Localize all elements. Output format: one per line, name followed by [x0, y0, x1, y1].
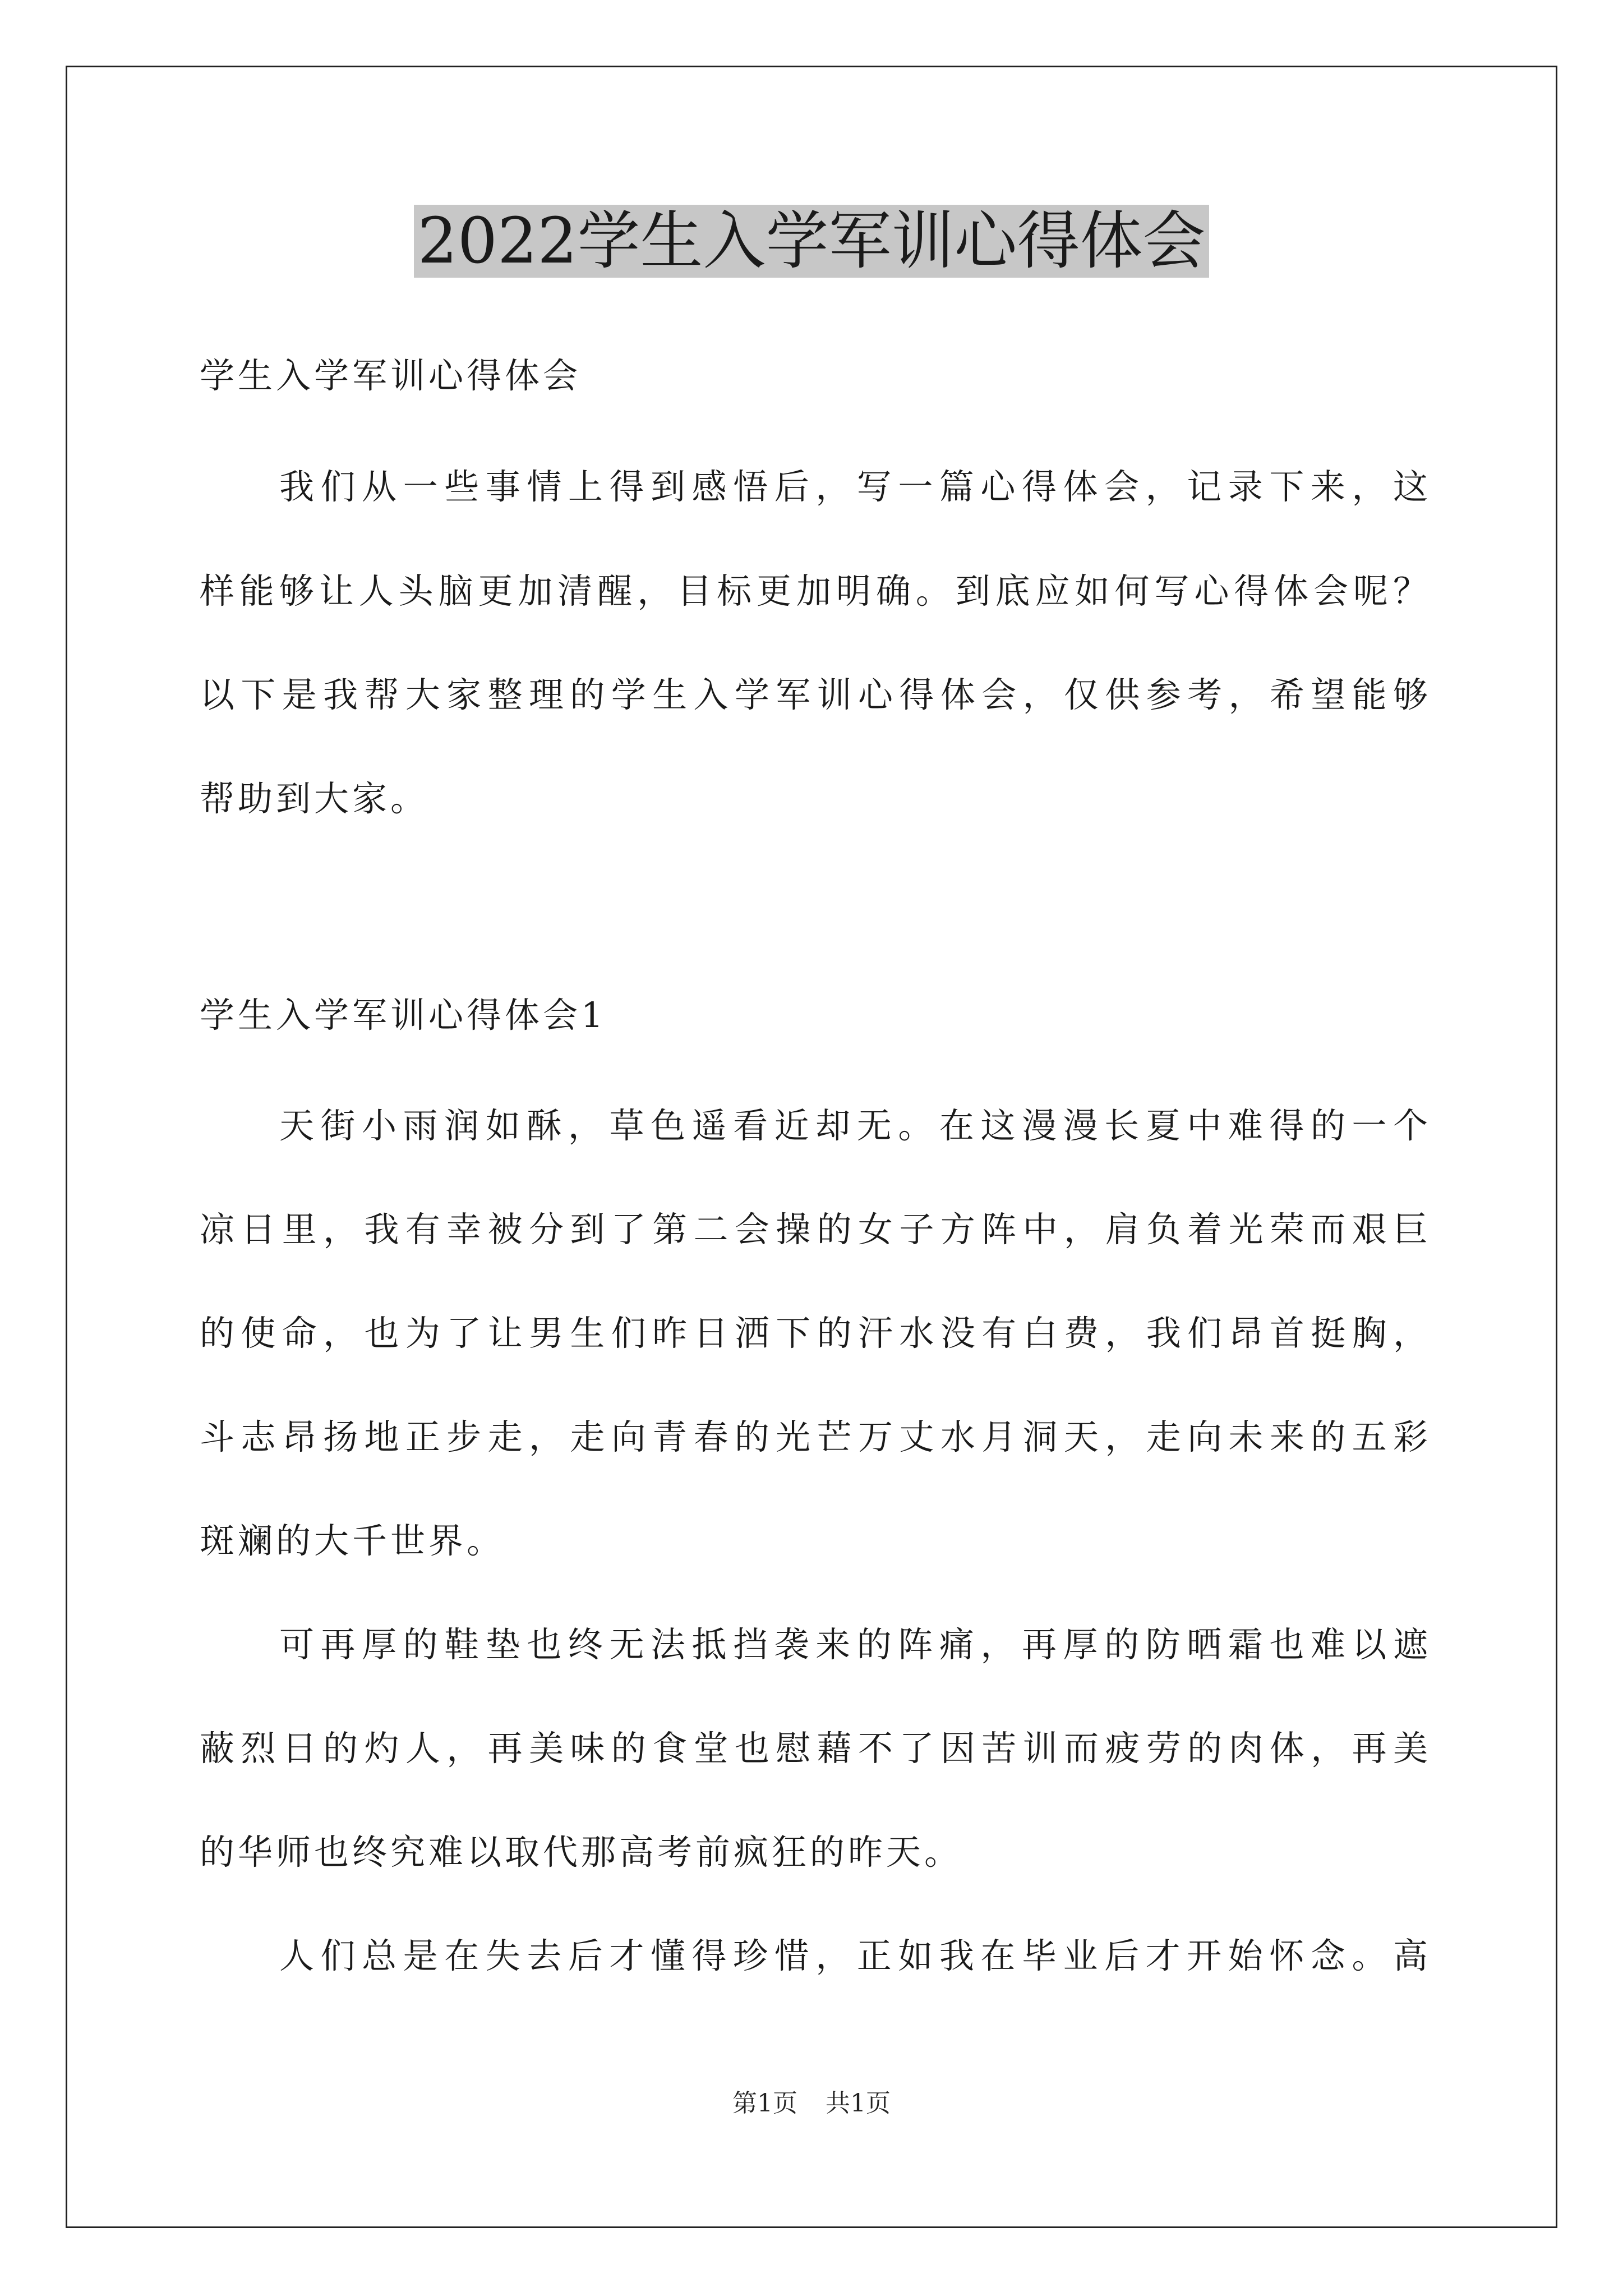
title-highlight: 2022学生入学军训心得体会 — [414, 205, 1209, 278]
paragraph1-line-4: 斗志昂扬地正步走，走向青春的光芒万丈水月洞天，走向未来的五彩 — [200, 1416, 1428, 1457]
paragraph1-line-5: 斑斓的大千世界。 — [200, 1520, 505, 1561]
intro-line-2: 样能够让人头脑更加清醒，目标更加明确。到底应如何写心得体会呢？ — [200, 570, 1428, 611]
section-heading: 学生入学军训心得体会1 — [200, 995, 607, 1036]
paragraph3-line-1: 人们总是在失去后才懂得珍惜，正如我在毕业后才开始怀念。高 — [279, 1935, 1428, 1976]
document-title — [0, 199, 1623, 283]
paragraph1-line-3: 的使命，也为了让男生们昨日洒下的汗水没有白费，我们昂首挺胸， — [200, 1313, 1428, 1354]
paragraph2-line-2: 蔽烈日的灼人，再美味的食堂也慰藉不了因苦训而疲劳的肉体，再美 — [200, 1728, 1428, 1769]
page-number-total: 共1页 — [826, 2089, 891, 2118]
paragraph1-line-2: 凉日里，我有幸被分到了第二会操的女子方阵中，肩负着光荣而艰巨 — [200, 1209, 1428, 1250]
page-number-current: 第1页 — [732, 2089, 797, 2118]
paragraph1-line-1: 天街小雨润如酥，草色遥看近却无。在这漫漫长夏中难得的一个 — [279, 1105, 1428, 1146]
subtitle: 学生入学军训心得体会 — [200, 355, 582, 396]
intro-line-3: 以下是我帮大家整理的学生入学军训心得体会，仅供参考，希望能够 — [200, 674, 1428, 715]
intro-line-4: 帮助到大家。 — [200, 778, 429, 819]
page-footer — [0, 2087, 1623, 2120]
paragraph2-line-3: 的华师也终究难以取代那高考前疯狂的昨天。 — [200, 1832, 963, 1872]
intro-line-1: 我们从一些事情上得到感悟后，写一篇心得体会，记录下来，这 — [279, 466, 1428, 507]
paragraph2-line-1: 可再厚的鞋垫也终无法抵挡袭来的阵痛，再厚的防晒霜也难以遮 — [279, 1624, 1428, 1665]
